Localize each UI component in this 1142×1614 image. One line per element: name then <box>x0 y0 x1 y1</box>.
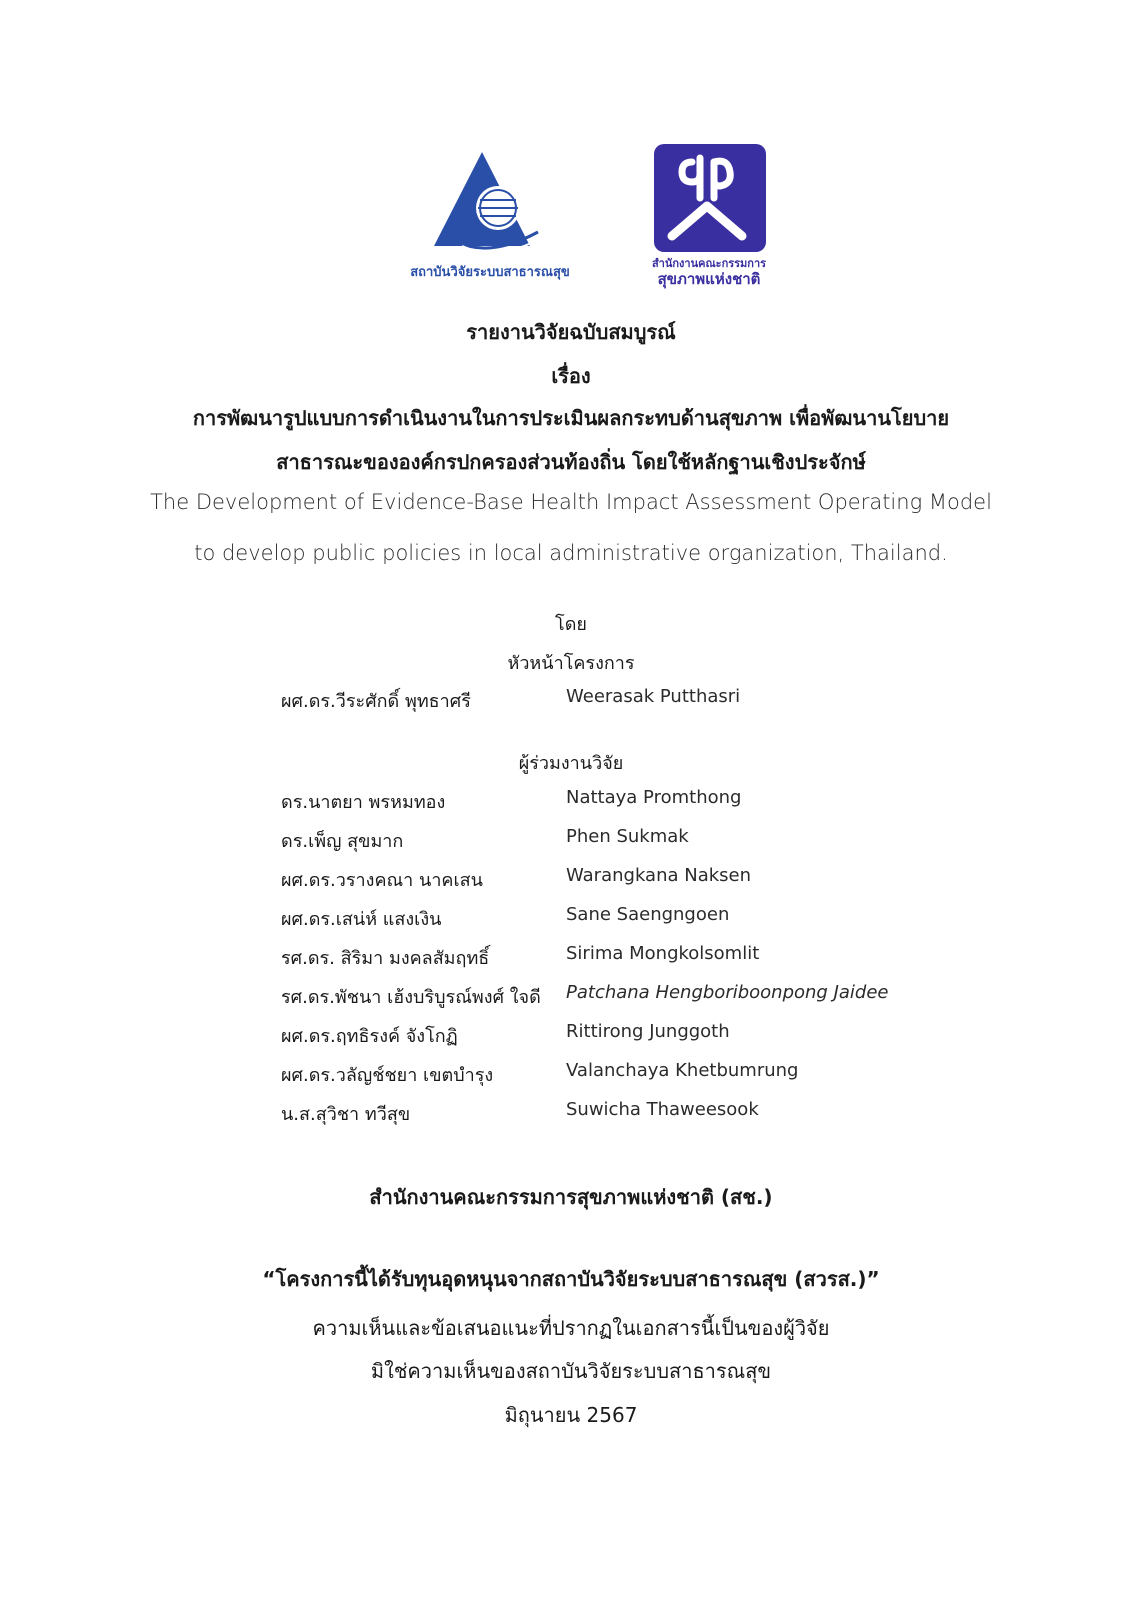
lead-author-en: Weerasak Putthasri <box>566 686 741 707</box>
coinvestigator-th: รศ.ดร.พัชนา เฮ้งบริบูรณ์พงศ์ ใจดี <box>281 987 541 1008</box>
coinvestigator-en: Valanchaya Khetbumrung <box>566 1060 799 1081</box>
coinvestigator-row <box>281 1060 981 1090</box>
hsri-logo <box>400 146 580 286</box>
nhco-logo <box>650 140 768 286</box>
logo-row <box>0 140 1142 290</box>
by-label: โดย <box>555 614 587 635</box>
title-en-line2: to develop public policies in local administrative organization, Thailand. <box>194 541 948 565</box>
coinvestigator-en: Patchana Hengboriboonpong Jaidee <box>566 982 889 1003</box>
coinvestigator-row <box>281 1021 981 1051</box>
coinvestigator-row <box>281 1099 981 1129</box>
report-type-heading: รายงานวิจัยฉบับสมบูรณ์ <box>466 320 676 344</box>
coinvestigator-row <box>281 904 981 934</box>
coinvestigators-label: ผู้ร่วมงานวิจัย <box>518 753 624 774</box>
hsri-triangle-icon <box>400 146 580 261</box>
funding-statement: “โครงการนี้ได้รับทุนอุดหนุนจากสถาบันวิจัยระบบสาธารณสุข (สวรส.)” <box>262 1267 880 1291</box>
nhco-logo-caption-line2: สุขภาพแห่งชาติ <box>657 270 761 288</box>
office-name: สำนักงานคณะกรรมการสุขภาพแห่งชาติ (สช.) <box>369 1185 773 1209</box>
lead-author-row <box>281 686 981 716</box>
coinvestigator-en: Nattaya Promthong <box>566 787 742 808</box>
coinvestigator-en: Sane Saengngoen <box>566 904 730 925</box>
coinvestigator-th: ผศ.ดร.ฤทธิรงค์ จังโกฏิ <box>281 1026 458 1047</box>
coinvestigator-en: Sirima Mongkolsomlit <box>566 943 760 964</box>
coinvestigator-en: Phen Sukmak <box>566 826 689 847</box>
title-th-line2: สาธารณะขององค์กรปกครองส่วนท้องถิ่น โดยใช้หลักฐานเชิงประจักษ์ <box>276 450 866 474</box>
report-date: มิถุนายน 2567 <box>504 1403 638 1427</box>
coinvestigator-th: รศ.ดร. สิริมา มงคลสัมฤทธิ์ <box>281 948 490 969</box>
coinvestigator-th: ดร.เพ็ญ สุขมาก <box>281 831 404 852</box>
lead-label: หัวหน้าโครงการ <box>507 653 635 674</box>
coinvestigator-th: ผศ.ดร.เสน่ห์ แสงเงิน <box>281 909 442 930</box>
coinvestigator-row <box>281 982 981 1012</box>
nhco-logo-box <box>654 144 766 252</box>
title-th-line1: การพัฒนารูปแบบการดำเนินงานในการประเมินผลกระทบด้านสุขภาพ เพื่อพัฒนานโยบาย <box>192 406 950 430</box>
coinvestigator-th: ดร.นาตยา พรหมทอง <box>281 792 446 813</box>
title-en-line1: The Development of Evidence-Base Health Impact Assessment Operating Model <box>150 490 992 514</box>
coinvestigator-row <box>281 943 981 973</box>
lead-author-th: ผศ.ดร.วีระศักดิ์ พุทธาศรี <box>281 691 471 712</box>
coinvestigator-en: Suwicha Thaweesook <box>566 1099 759 1120</box>
disclaimer-line1: ความเห็นและข้อเสนอแนะที่ปรากฏในเอกสารนี้เป็นของผู้วิจัย <box>312 1316 830 1340</box>
nhco-logo-caption-line1: สำนักงานคณะกรรมการ <box>651 257 767 270</box>
coinvestigator-row <box>281 787 981 817</box>
nhco-emblem-icon <box>654 144 766 252</box>
coinvestigator-th: ผศ.ดร.วลัญช์ชยา เขตบำรุง <box>281 1065 494 1086</box>
subject-label: เรื่อง <box>551 364 591 388</box>
coinvestigator-row <box>281 865 981 895</box>
coinvestigator-th: น.ส.สุวิชา ทวีสุข <box>281 1104 411 1125</box>
hsri-logo-caption: สถาบันวิจัยระบบสาธารณสุข <box>410 265 570 280</box>
coinvestigator-en: Warangkana Naksen <box>566 865 752 886</box>
coinvestigator-th: ผศ.ดร.วรางคณา นาคเสน <box>281 870 483 891</box>
coinvestigator-en: Rittirong Junggoth <box>566 1021 730 1042</box>
disclaimer-line2: มิใช่ความเห็นของสถาบันวิจัยระบบสาธารณสุข <box>370 1359 772 1383</box>
coinvestigator-row <box>281 826 981 856</box>
